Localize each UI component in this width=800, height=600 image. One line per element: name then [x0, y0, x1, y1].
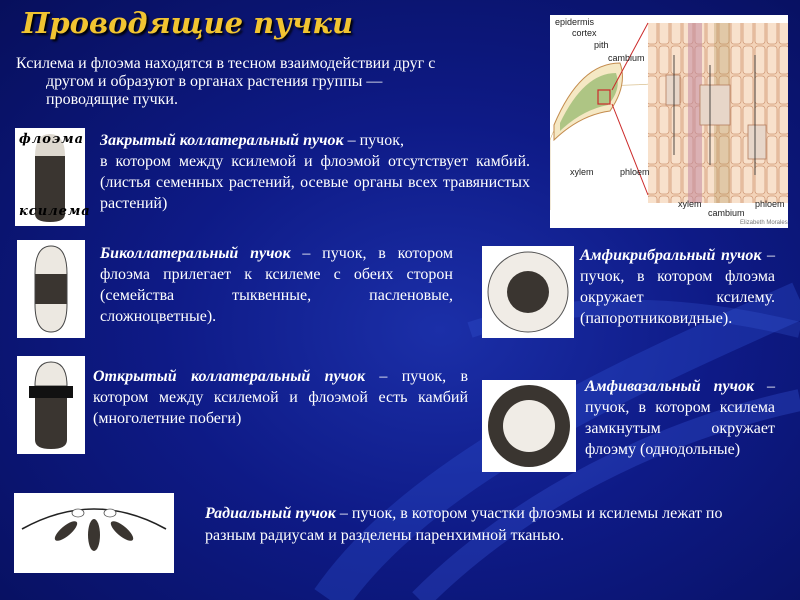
amphivasal-bundle-definition: – пучок, в котором ксилема замкнутым окружает флоэму (однодольные) [585, 378, 775, 458]
cambium-label: cambium [708, 208, 745, 218]
closed-bundle-definition: – пучок, [343, 132, 404, 149]
radial-bundle-definition: – пучок, в котором участки флоэмы и ксилемы лежат по разным радиусам и разделены паренхимной тканью. [205, 505, 723, 544]
closed-bundle-text [100, 130, 530, 214]
amphicribral-bundle-term: Амфикрибральный пучок [580, 247, 762, 264]
closed-bundle-term: Закрытый коллатеральный пучок [100, 132, 344, 149]
phloem-label: флоэма [19, 132, 85, 147]
bicollateral-bundle-definition: – пучок, в котором флоэма прилегает к ксилеме с обеих сторон (семейства тыквенные, пасленовые, сложноцветные). [100, 245, 453, 325]
open-bundle-diagram [17, 356, 85, 454]
open-bundle-text [93, 366, 468, 429]
amphicribral-bundle-diagram [482, 246, 574, 338]
open-bundle-term: Открытый коллатеральный пучок [93, 368, 366, 385]
phloem-label: phloem [755, 199, 785, 209]
epidermis-label: epidermis [555, 17, 595, 27]
bicollateral-bundle-diagram [17, 240, 85, 338]
bicollateral-bundle-text [100, 243, 453, 327]
image-credit: Elizabeth Morales [740, 220, 788, 226]
amphicribral-bundle-text [580, 245, 775, 329]
stem-structure-illustration [550, 15, 788, 228]
amphivasal-bundle-text [585, 376, 775, 460]
open-bundle-definition: – пучок, в котором между ксилемой и флоэмой есть камбий (многолетние побеги) [93, 368, 469, 427]
xylem-label: ксилема [19, 204, 91, 219]
radial-bundle-diagram [14, 493, 174, 573]
closed-bundle-diagram [15, 128, 91, 226]
amphivasal-bundle-term: Амфивазальный пучок [585, 378, 755, 395]
pith-label: pith [594, 40, 609, 50]
cortex-label: cortex [572, 28, 597, 38]
radial-bundle-text [205, 503, 735, 547]
amphicribral-bundle-definition: – пучок, в котором флоэма окружает ксилему. (папоротниковидные). [580, 247, 776, 327]
bicollateral-bundle-term: Биколлатеральный пучок [100, 245, 291, 262]
amphivasal-bundle-diagram [482, 380, 576, 472]
cambium-label: cambium [608, 53, 645, 63]
radial-bundle-term: Радиальный пучок [205, 505, 336, 522]
page-title: Проводящие пучки [22, 6, 354, 40]
closed-bundle-definition: в котором между ксилемой и флоэмой отсутствует камбий. (листья семенных растений, осевые органы всех травянистых растений) [100, 153, 530, 212]
xylem-label: xylem [570, 167, 594, 177]
intro-line: другом и образуют в органах растения группы — [46, 73, 383, 90]
intro-line: Ксилема и флоэма находятся в тесном взаимодействии друг с [16, 55, 436, 72]
xylem-label: xylem [678, 199, 702, 209]
intro-line: проводящие пучки. [46, 91, 178, 108]
intro-text [16, 55, 536, 109]
phloem-label: phloem [620, 167, 650, 177]
